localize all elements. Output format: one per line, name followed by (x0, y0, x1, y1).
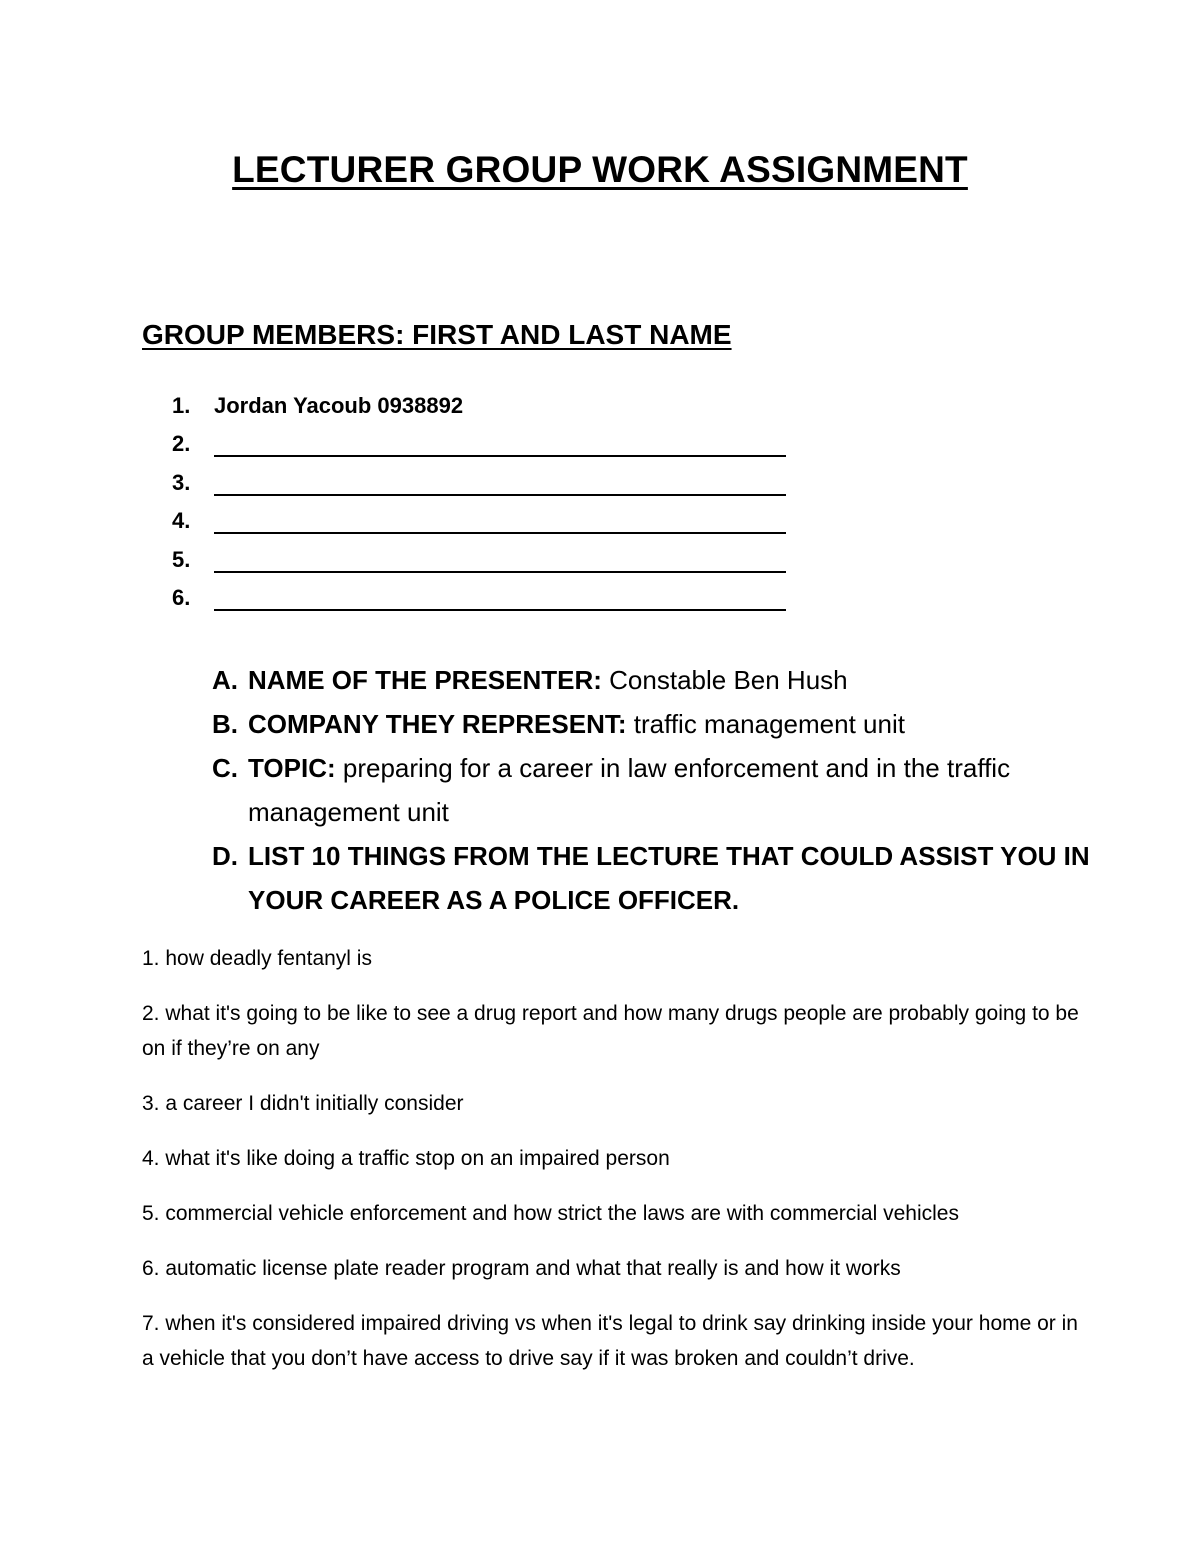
members-list (172, 384, 812, 615)
member-number: 2. (172, 431, 191, 456)
answer-item: 1. how deadly fentanyl is (142, 947, 372, 970)
answer-item: 2. what it's going to be like to see a drug report and how many drugs people are probably going to be on if they’re on any (142, 1002, 1079, 1060)
item-letter: C. (212, 753, 238, 783)
answer-item: 6. automatic license plate reader program and what that really is and how it works (142, 1257, 901, 1280)
answer-item: 3. a career I didn't initially consider (142, 1092, 464, 1115)
presenter-item (212, 658, 1092, 702)
member-blank-line (214, 429, 786, 457)
member-blank-line (214, 468, 786, 496)
member-row (172, 538, 812, 577)
presenter-value: Constable Ben Hush (601, 665, 848, 695)
topic-value: preparing for a career in law enforcement and in the traffic management unit (248, 753, 1011, 827)
member-blank-line (214, 545, 786, 573)
member-row (172, 423, 812, 462)
member-number: 6. (172, 585, 191, 610)
topic-label: TOPIC: (248, 753, 336, 783)
member-row (172, 500, 812, 539)
member-number: 4. (172, 508, 191, 533)
answer-item: 7. when it's considered impaired driving vs when it's legal to drink say drinking inside your home or in a vehicle that you don’t have access to drive say if it was broken and couldn’t drive. (142, 1312, 1078, 1370)
member-name: Jordan Yacoub 0938892 (214, 392, 464, 418)
item-letter: B. (212, 709, 238, 739)
member-number: 1. (172, 392, 191, 418)
lettered-list (212, 658, 1092, 922)
topic-item (212, 746, 1092, 834)
item-letter: A. (212, 665, 238, 695)
members-heading: GROUP MEMBERS: FIRST AND LAST NAME (142, 319, 732, 350)
topic-text (248, 746, 1092, 834)
list-prompt-text: LIST 10 THINGS FROM THE LECTURE THAT COULD ASSIST YOU IN YOUR CAREER AS A POLICE OFFICER. (248, 841, 1090, 915)
presenter-text (248, 658, 1092, 702)
member-row (172, 577, 812, 616)
answers-list (142, 941, 1082, 1396)
company-value: traffic management unit (626, 709, 905, 739)
company-label: COMPANY THEY REPRESENT: (248, 709, 627, 739)
member-blank-line (214, 583, 786, 611)
member-row (172, 461, 812, 500)
company-text (248, 702, 1092, 746)
answer-item: 5. commercial vehicle enforcement and how strict the laws are with commercial vehicles (142, 1202, 959, 1225)
document-title: LECTURER GROUP WORK ASSIGNMENT (232, 149, 968, 190)
member-number: 3. (172, 469, 191, 495)
member-row (172, 384, 812, 423)
presenter-label: NAME OF THE PRESENTER: (248, 665, 602, 695)
member-blank-line (214, 506, 786, 534)
member-number: 5. (172, 546, 191, 572)
answer-item: 4. what it's like doing a traffic stop on an impaired person (142, 1147, 670, 1170)
item-letter: D. (212, 841, 238, 871)
list-prompt-item (212, 834, 1092, 922)
company-item (212, 702, 1092, 746)
